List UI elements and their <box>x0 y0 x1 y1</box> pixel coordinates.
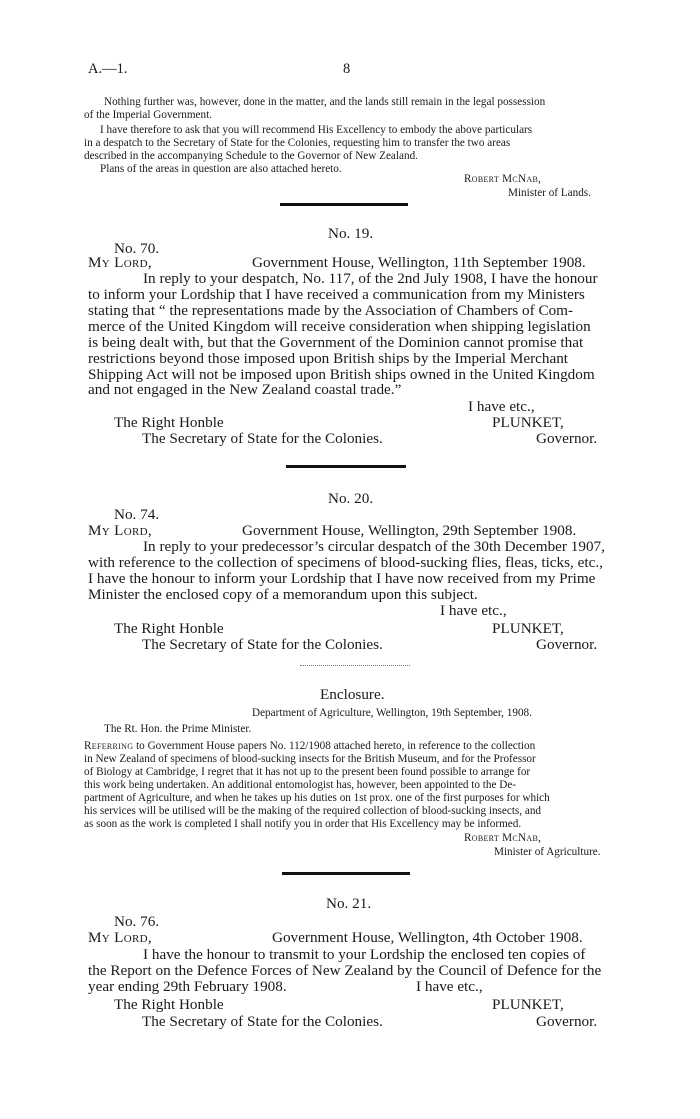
signer: PLUNKET, <box>492 414 564 431</box>
closing: I have etc., <box>468 398 535 415</box>
signer-title: Governor. <box>536 1013 598 1030</box>
signer: PLUNKET, <box>492 996 564 1013</box>
enclosure-title: Enclosure. <box>320 686 385 703</box>
salutation: My Lord, <box>88 522 152 539</box>
addressee-line: The Right Honble <box>114 620 224 637</box>
intro-line: Plans of the areas in question are also attached hereto. <box>100 163 342 175</box>
intro-line: in a despatch to the Secretary of State for the Colonies, requesting him to transfer the two areas <box>84 137 511 149</box>
body-line: to inform your Lordship that I have received a communication from my Ministers <box>88 286 585 303</box>
place-date: Government House, Wellington, 11th September 1908. <box>252 254 586 271</box>
body-line: In reply to your despatch, No. 117, of the 2nd July 1908, I have the honour <box>143 270 598 287</box>
body-line: stating that “ the representations made by the Association of Chambers of Com- <box>88 302 574 319</box>
signer: PLUNKET, <box>492 620 564 637</box>
addressee-line: The Right Honble <box>114 414 224 431</box>
enclosure-addressee: The Rt. Hon. the Prime Minister. <box>104 723 252 735</box>
body-line: merce of the United Kingdom will receive consideration when shipping legislation <box>88 318 591 335</box>
body-line: Minister the enclosed copy of a memorandum upon this subject. <box>88 586 478 603</box>
enclosure-line: his services will be utilised will be the making of the required collection of blood-sucking insects, and <box>84 805 542 817</box>
intro-line: I have therefore to ask that you will recommend His Excellency to embody the above particulars <box>100 124 533 136</box>
intro-line: of the Imperial Government. <box>84 109 212 121</box>
body-line: I have the honour to inform your Lordship that I have now received from my Prime <box>88 570 596 587</box>
body-line: I have the honour to transmit to your Lordship the enclosed ten copies of <box>143 946 586 963</box>
body-line: Shipping Act will not be imposed upon British ships owned in the United Kingdom <box>88 366 595 383</box>
intro-line: described in the accompanying Schedule to the Governor of New Zealand. <box>84 150 418 162</box>
addressee-line: The Right Honble <box>114 996 224 1013</box>
enclosure-place-date: Department of Agriculture, Wellington, 19th September, 1908. <box>252 707 532 719</box>
body-line: In reply to your predecessor’s circular despatch of the 30th December 1907, <box>143 538 605 555</box>
letter-title: No. 19. <box>328 225 374 242</box>
enclosure-lead-word: Referring <box>84 740 134 752</box>
body-line: with reference to the collection of specimens of blood-sucking flies, fleas, ticks, etc., <box>88 554 603 571</box>
enclosure-line: of Biology at Cambridge, I regret that it has not up to the present been found possible to arrange for <box>84 766 531 778</box>
closing: I have etc., <box>416 978 483 995</box>
closing: I have etc., <box>440 602 507 619</box>
enclosure-line: partment of Agriculture, and when he takes up his duties on 1st prox. one of the first purposes for which <box>84 792 550 804</box>
intro-signature: Robert McNab, <box>464 173 542 185</box>
enclosure-signature-title: Minister of Agriculture. <box>494 846 601 858</box>
body-line: and not engaged in the New Zealand coastal trade.” <box>88 381 402 398</box>
salutation: My Lord, <box>88 929 152 946</box>
place-date: Government House, Wellington, 4th October 1908. <box>272 929 583 946</box>
body-line: the Report on the Defence Forces of New Zealand by the Council of Defence for the <box>88 962 602 979</box>
letter-title: No. 20. <box>328 490 374 507</box>
page-reference: A.—1. <box>88 61 128 77</box>
enclosure-signature: Robert McNab, <box>464 832 542 844</box>
salutation: My Lord, <box>88 254 152 271</box>
place-date: Government House, Wellington, 29th September 1908. <box>242 522 577 539</box>
body-line: year ending 29th February 1908. <box>88 978 287 995</box>
enclosure-line: in New Zealand of specimens of blood-sucking insects for the British Museum, and for the Professor <box>84 753 536 765</box>
despatch-number: No. 76. <box>114 913 160 930</box>
addressee-line: The Secretary of State for the Colonies. <box>142 636 383 653</box>
despatch-number: No. 74. <box>114 506 160 523</box>
page-number: 8 <box>343 61 351 77</box>
signer-title: Governor. <box>536 636 598 653</box>
enclosure-line <box>84 740 535 753</box>
body-line: restrictions beyond those imposed upon British ships by the Imperial Merchant <box>88 350 569 367</box>
signer-title: Governor. <box>536 430 598 447</box>
addressee-line: The Secretary of State for the Colonies. <box>142 1013 383 1030</box>
body-line: is being dealt with, but that the Government of the Dominion cannot promise that <box>88 334 584 351</box>
enclosure-line: as soon as the work is completed I shall notify you in order that His Excellency may be informed. <box>84 818 522 830</box>
intro-line: Nothing further was, however, done in the matter, and the lands still remain in the legal possession <box>104 96 546 108</box>
addressee-line: The Secretary of State for the Colonies. <box>142 430 383 447</box>
despatch-number: No. 70. <box>114 240 160 257</box>
divider <box>300 665 410 666</box>
section-rule <box>286 465 406 468</box>
enclosure-line-text: to Government House papers No. 112/1908 attached hereto, in reference to the collection <box>133 740 536 752</box>
intro-signature-title: Minister of Lands. <box>508 187 591 199</box>
section-rule <box>282 872 410 875</box>
letter-title: No. 21. <box>326 895 372 912</box>
enclosure-line: this work being undertaken. An additional entomologist has, however, been appointed to the De- <box>84 779 517 791</box>
section-rule <box>280 203 408 206</box>
